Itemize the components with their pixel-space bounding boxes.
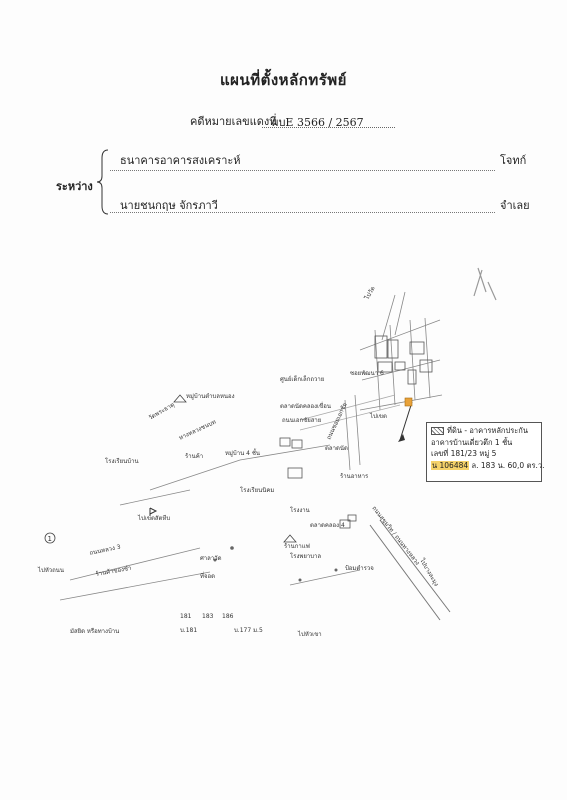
map-label-y: บ.177 ม.5 — [234, 627, 263, 634]
plaintiff-role: โจทก์ — [500, 154, 527, 167]
hatched-area-icon — [431, 427, 444, 435]
map-label-temple-left: วัดพระธาตุ — [147, 401, 176, 422]
map-label-183: 183 — [202, 613, 214, 620]
map-label-h: ไปเขต — [370, 413, 387, 420]
map-legend — [426, 422, 545, 482]
case-number-value: ผบE 3566 / 2567 — [272, 116, 364, 129]
map-label-park: ศูนย์เด็กเล็กถวาย — [280, 376, 325, 383]
map-label-s: ร้านค้าของชำ — [95, 564, 132, 578]
map-label-n: ร้านกาแฟ — [284, 543, 310, 550]
map-label-u: มัสยิด หรือทางบ้าน — [70, 628, 120, 635]
map-label-186: 186 — [222, 613, 234, 620]
map-label-j: ร้านอาหาร — [340, 473, 369, 480]
between-label: ระหว่าง — [56, 180, 93, 193]
map-label-t: ศาลาวัด — [200, 555, 222, 562]
defendant-line — [110, 212, 495, 213]
map-label-l: ไปเขตสัตหีบ — [138, 515, 171, 522]
map-label-v: ที่จอด — [200, 573, 215, 580]
map-label-r: ถนนหลวง 3 — [88, 543, 122, 557]
legend-line-1: ที่ดิน - อาคารหลักประกัน — [447, 426, 528, 435]
legend-line-4: ล. 183 น. 60,0 ตร.ว. — [471, 460, 545, 470]
map-label-school-left: โรงเรียนบ้าน — [105, 458, 139, 465]
map-label-a: ซอยพัฒนา 6 — [350, 370, 384, 377]
map-label-school: หมู่บ้านตำบลหนอง — [186, 393, 235, 400]
map-label-q: ป้อมตำรวจ — [345, 565, 374, 572]
map-label-x: บ.181 — [180, 627, 198, 634]
map-label-road-main: ถนนสุขุมวิท / ถนนทางหลวง — [370, 504, 421, 567]
map-label-w: ไปหัวถนน — [38, 567, 64, 574]
map-label-i: โรงเรียนนิคม — [240, 487, 275, 494]
page-title: แผนที่ตั้งหลักทรัพย์ — [220, 71, 347, 89]
map-label-m: ตลาดคลอง 4 — [310, 522, 345, 529]
map-label-p: โรงพยาบาล — [290, 553, 322, 560]
map-label-road-ne: ไปวัด — [363, 285, 377, 301]
map-label-o: ไปบางละมุง — [418, 557, 440, 588]
map-label-road-diag: ถนนซอยเอกชัย — [325, 401, 349, 441]
party-brace — [96, 148, 110, 216]
map-circle-label: 1 — [47, 535, 52, 543]
map-label-f: หมู่บ้าน 4 ชั้น — [225, 450, 260, 457]
legend-line-3: เลขที่ 181/23 หมู่ 5 — [431, 449, 497, 459]
shrine-icon — [284, 535, 296, 542]
case-number-label: คดีหมายเลขแดงที่ — [190, 115, 277, 128]
map-label-d: ทางหลวงชนบท — [177, 418, 218, 442]
map-label-181: 181 — [180, 613, 192, 620]
temple-icon — [174, 395, 186, 402]
map-label-b: ตลาดนัดคลองเขื่อน — [280, 403, 331, 410]
defendant-name: นายชนกฤษ จักรภาวี — [120, 199, 218, 212]
map-label-z: ไปหัวเขา — [298, 631, 322, 638]
legend-deed-number: น 106484 — [432, 460, 469, 470]
map-label-k: โรงงาน — [290, 507, 310, 514]
case-number-underline — [262, 127, 395, 128]
defendant-role: จำเลย — [500, 199, 530, 212]
map-label-g: ตลาดนัด — [325, 445, 348, 452]
legend-line-2: อาคารบ้านเดี่ยวตึก 1 ชั้น — [431, 437, 513, 447]
plaintiff-line — [110, 170, 495, 171]
map-label-c: ถนนเอกชัยสาย — [282, 417, 322, 424]
map-label-e: ร้านค้า — [185, 453, 204, 460]
plaintiff-name: ธนาคารอาคารสงเคราะห์ — [120, 154, 241, 167]
